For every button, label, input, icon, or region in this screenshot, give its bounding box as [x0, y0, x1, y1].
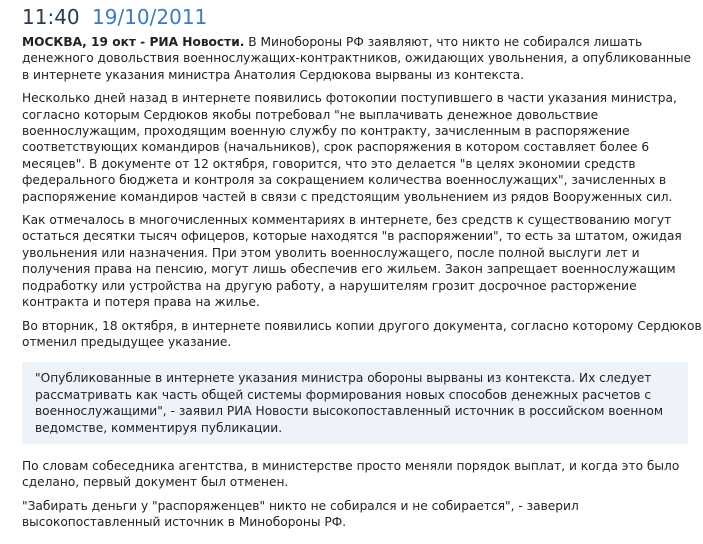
article-lead-dateline: МОСКВА, 19 окт - РИА Новости. — [22, 35, 245, 49]
article-quote-text: "Опубликованные в интернете указания министра обороны вырваны из контекста. Их следует рассматривать как часть общей системы формирования новых способов денежных расчетов с военнослужащими", - заявил РИА Новости высокопоставленный источник в российском военном ведомстве, комментируя публикации. — [35, 371, 664, 435]
article-intro-paragraph — [22, 34, 702, 83]
article-intro-text: В Минобороны РФ заявляют, что никто не собирался лишать денежного довольствия военнослужащих-контрактников, ожидающих увольнения, а опубликованные в интернете указания министра Анатолия Сердюкова вырваны из контекста. — [22, 35, 692, 82]
article-paragraph-2: Как отмечалось в многочисленных комментариях в интернете, без средств к существованию могут остаться десятки тысяч офицеров, которые находятся "в распоряжении", то есть за штатом, ожидая увольнения или назначения. При этом уволить военнослужащего, после полной выслуги лет и получения права на пенсию, могут лишь обеспечив его жильем. Закон запрещает военнослужащим подработку или устройства на другую работу, а нарушителям грозит досрочное расторжение контракта и потеря права на жилье. — [22, 213, 682, 310]
article-paragraph-3: Во вторник, 18 октября, в интернете появились копии другого документа, согласно которому Сердюков отменил предыдущее указание. — [22, 318, 702, 349]
article-dateline — [22, 4, 702, 34]
article-paragraph-1: Несколько дней назад в интернете появились фотокопии поступившего в части указания министра, согласно которым Сердюков якобы потребовал "не выплачивать денежное довольствие военнослужащим, проходящим военную службу по контракту, зачисленным в распоряжение соответствующих командиров (начальников), срок распоряжения в котором составляет более 6 месяцев". В документе от 12 октября, говорится, что это делается "в целях экономии средств федерального бюджета и контроля за сокращением количества военнослужащих", зачисленных в распоряжение командиров частей в связи с предстоящим увольнением из рядов Вооруженных сил. — [22, 91, 677, 204]
article-paragraph-4: По словам собеседника агентства, в министерстве просто меняли порядок выплат, и когда это было сделано, первый документ был отменен. — [22, 458, 680, 490]
article-quote-box — [22, 362, 688, 444]
article-date: 19/10/2011 — [92, 5, 208, 29]
article-paragraph-5: "Забирать деньги у "распоряженцев" никто не собирался и не собирается", - заверил высокопоставленный источник в Минобороны РФ. — [22, 498, 579, 530]
article-time: 11:40 — [22, 5, 80, 29]
